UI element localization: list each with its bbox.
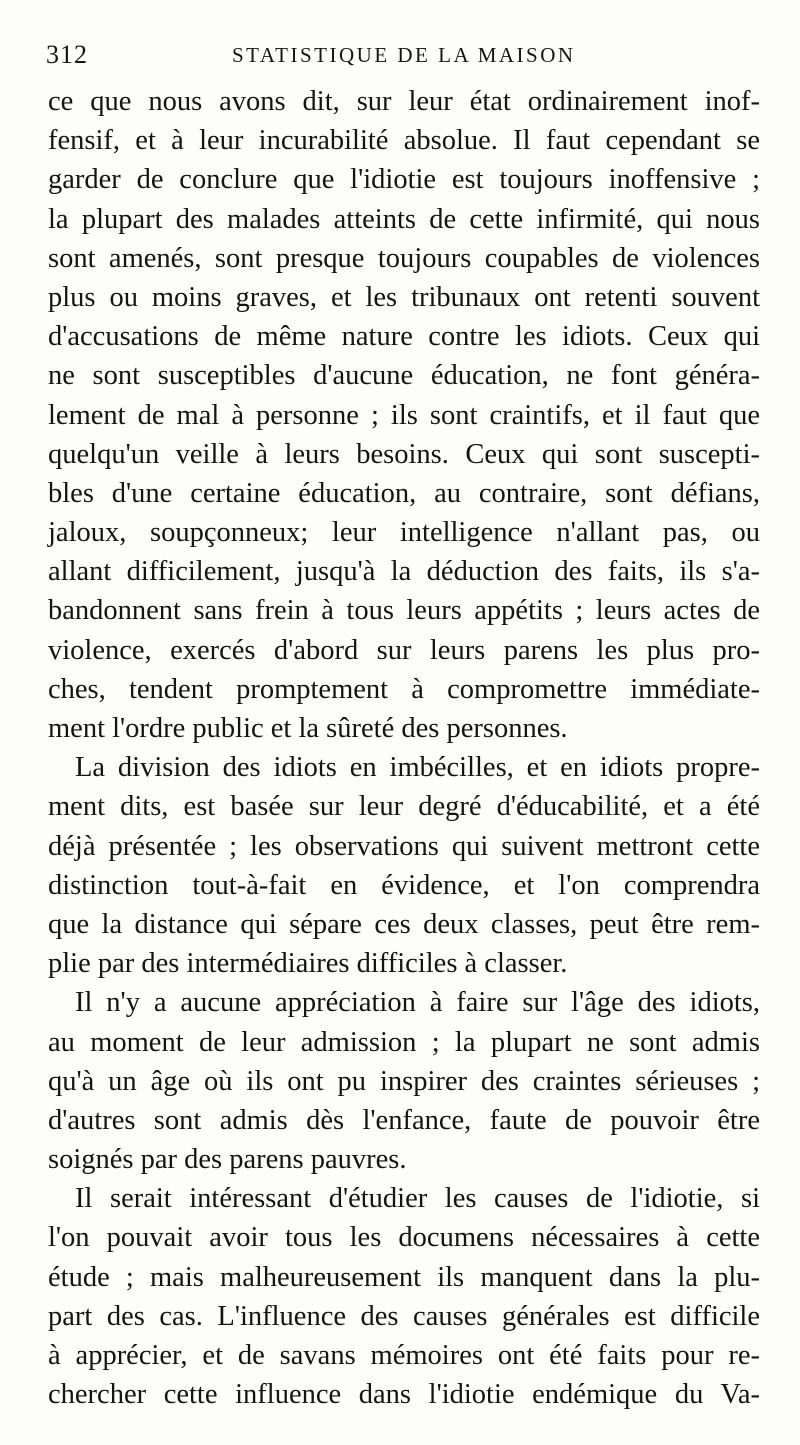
text-line: ne sont susceptibles d'aucune éducation, ne font généra- xyxy=(48,360,760,392)
text-line: ment l'ordre public et la sûreté des personnes. xyxy=(48,713,568,744)
text-line: plus ou moins graves, et les tribunaux ont retenti souvent xyxy=(48,281,760,313)
text-line: au moment de leur admission ; la plupart ne sont admis xyxy=(48,1026,760,1058)
running-head xyxy=(46,40,746,76)
paragraph xyxy=(48,748,760,983)
text-line: bandonnent sans frein à tous leurs appétits ; leurs actes de xyxy=(48,595,760,627)
text-line: déjà présentée ; les observations qui suivent mettront cette xyxy=(48,830,760,862)
text-line: garder de conclure que l'idiotie est toujours inoffensive ; xyxy=(48,164,760,196)
text-line: fensif, et à leur incurabilité absolue. Il faut cependant se xyxy=(48,125,760,157)
text-line: soignés par des parens pauvres. xyxy=(48,1144,407,1176)
paragraph xyxy=(48,82,760,748)
paragraph xyxy=(48,1179,760,1414)
paragraph xyxy=(48,983,760,1179)
text-line: Il n'y a aucune appréciation à faire sur l'âge des idiots, xyxy=(75,987,760,1019)
text-line: violence, exercés d'abord sur leurs parens les plus pro- xyxy=(48,634,760,666)
text-line: d'autres sont admis dès l'enfance, faute de pouvoir être xyxy=(48,1104,760,1136)
text-line: La division des idiots en imbécilles, et en idiots propre- xyxy=(75,752,760,784)
text-line: ches, tendent promptement à compromettre immédiate- xyxy=(48,673,760,705)
text-line: qu'à un âge où ils ont pu inspirer des craintes sérieuses ; xyxy=(48,1065,760,1097)
text-line: distinction tout-à-fait en évidence, et l'on comprendra xyxy=(48,869,760,901)
text-line: quelqu'un veille à leurs besoins. Ceux qui sont suscepti- xyxy=(48,438,760,470)
running-title: STATISTIQUE DE LA MAISON xyxy=(232,43,576,67)
text-line: l'on pouvait avoir tous les documens nécessaires à cette xyxy=(48,1222,760,1254)
text-line: lement de mal à personne ; ils sont craintifs, et il faut que xyxy=(48,399,760,431)
text-line: ment dits, est basée sur leur degré d'éducabilité, et a été xyxy=(48,791,760,823)
text-line: étude ; mais malheureusement ils manquent dans la plu- xyxy=(48,1261,760,1293)
text-line: sont amenés, sont presque toujours coupables de violences xyxy=(48,242,760,274)
text-line: la plupart des malades atteints de cette infirmité, qui nous xyxy=(48,203,760,235)
body-text xyxy=(48,82,760,1414)
text-line: part des cas. L'influence des causes générales est difficile xyxy=(48,1300,760,1332)
text-line: allant difficilement, jusqu'à la déduction des faits, ils s'a- xyxy=(48,556,760,588)
text-line: Il serait intéressant d'étudier les causes de l'idiotie, si xyxy=(75,1183,760,1215)
page-number: 312 xyxy=(46,40,88,69)
text-line: à apprécier, et de savans mémoires ont été faits pour re- xyxy=(48,1340,760,1371)
text-line: ce que nous avons dit, sur leur état ordinairement inof- xyxy=(48,86,760,117)
text-line: que la distance qui sépare ces deux classes, peut être rem- xyxy=(48,908,760,940)
text-line: bles d'une certaine éducation, au contraire, sont défians, xyxy=(48,477,760,509)
text-line: plie par des intermédiaires difficiles à classer. xyxy=(48,948,568,980)
text-line: d'accusations de même nature contre les idiots. Ceux qui xyxy=(48,321,760,353)
text-line: jaloux, soupçonneux; leur intelligence n'allant pas, ou xyxy=(48,517,760,549)
text-line: chercher cette influence dans l'idiotie endémique du Va- xyxy=(48,1379,760,1411)
